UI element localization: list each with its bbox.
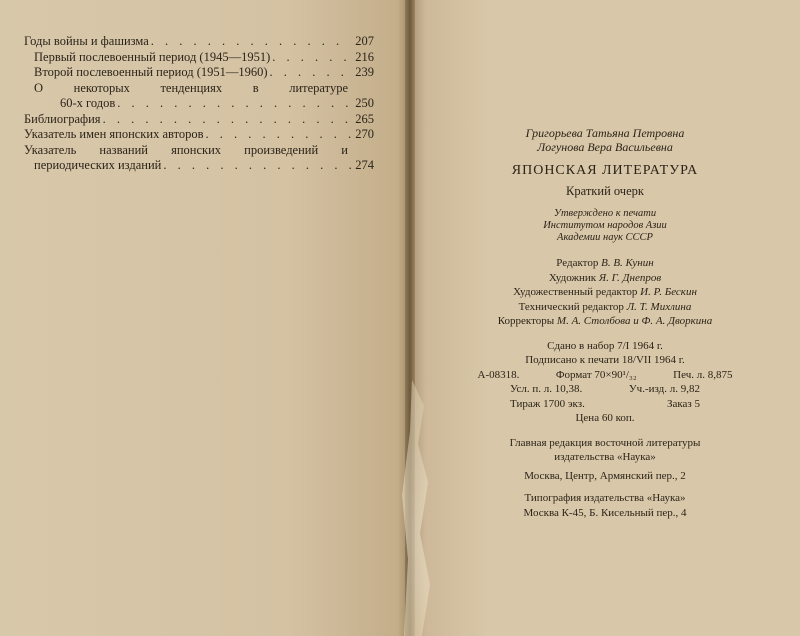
table-of-contents [24,34,374,174]
publisher-line: Главная редакция восточной литературы [509,436,701,449]
toc-entry-title: периодических изданий [34,158,162,172]
approval-line: Утверждено к печати [553,208,657,219]
approval-line: Институтом народов Азии [543,220,667,231]
toc-entry-title: Библиография [24,111,101,126]
approval-note [410,208,800,244]
publisher-block [410,436,800,484]
authors [410,126,800,154]
conventional-sheets: Усл. п. л. 10,38. [510,383,583,395]
print-sheets: Печ. л. 8,875 [673,368,733,381]
toc-leader-dots [270,50,351,66]
staff-name: Л. Т. Михлина [626,300,692,313]
toc-entry-page: 250 [355,96,374,110]
staff-name: В. В. Кунин [601,257,654,269]
toc-leader-dots [115,96,351,112]
staff-line [410,314,800,329]
toc-entry-page: 216 [355,49,374,64]
toc-entry [24,127,374,143]
staff-role: Художественный редактор [513,286,638,298]
toc-entry [24,50,374,66]
printing-house-name: Типография издательства «Наука» [524,492,686,504]
print-code: А-08318. [477,368,520,381]
signed-for-print: Подписано к печати 18/VII 1964 г. [525,354,685,366]
print-details [410,339,800,426]
price: Цена 60 коп. [575,412,635,424]
toc-entry [24,65,374,81]
toc-entry-title: Указатель названий японских произведений и [24,142,348,157]
printing-house-address: Москва К-45, Б. Кисельный пер., 4 [523,506,687,519]
toc-leader-dots [204,127,352,143]
toc-entry-page: 239 [355,65,374,79]
staff-role: Технический редактор [518,300,624,313]
staff-line [410,300,800,315]
toc-leader-dots [149,34,351,50]
staff-name: Я. Г. Днепров [598,271,662,284]
book-title: ЯПОНСКАЯ ЛИТЕРАТУРА [511,163,699,178]
staff-role: Редактор [556,257,599,269]
toc-leader-dots [101,112,352,128]
toc-entry-title: О некоторых тенденциях в литературе [34,80,348,95]
staff-line [410,285,800,300]
approval-line: Академии наук СССР [557,232,653,243]
publisher-line: издательства «Наука» [554,451,656,463]
staff-name: М. А. Столбова и Ф. А. Дворкина [556,315,713,327]
toc-leader-dots [268,65,352,81]
toc-entry [24,96,374,112]
print-row [510,382,700,397]
staff-name: И. Р. Бескин [640,286,697,298]
book-subtitle: Краткий очерк [566,184,644,198]
toc-entry-title: 60-х годов [60,96,116,110]
toc-entry-page: 265 [355,111,374,126]
toc-entry-title: Годы войны и фашизма [24,34,149,48]
print-row [478,368,733,383]
toc-entry [24,34,374,50]
toc-entry-page: 270 [355,127,374,141]
toc-entry-page: 274 [355,158,374,172]
imprint-block [410,126,800,520]
editorial-staff [410,256,800,329]
order-number: Заказ 5 [666,397,700,410]
staff-line [410,256,800,271]
print-run: Тираж 1700 экз. [510,397,585,410]
toc-entry-title: Указатель имен японских авторов [24,127,204,141]
toc-entry-page: 207 [355,34,374,48]
printing-house-block [410,491,800,520]
toc-entry-title: Второй послевоенный период (1951—1960) [34,65,268,79]
toc-entry [24,112,374,128]
author-name: Логунова Вера Васильевна [537,140,673,154]
publisher-address: Москва, Центр, Армянский пер., 2 [524,469,686,482]
publishing-sheets: Уч.-изд. л. 9,82 [628,383,700,395]
toc-entry-title: Первый послевоенный период (1945—1951) [34,49,271,64]
staff-role: Корректоры [497,315,555,327]
sent-to-typeset: Сдано в набор 7/I 1964 г. [547,339,663,352]
print-format: Формат 70×90¹/₃₂ [555,368,637,381]
author-name: Григорьева Татьяна Петровна [525,126,685,140]
print-row [510,397,700,412]
staff-role: Художник [548,271,597,284]
toc-leader-dots [161,158,351,174]
staff-line [410,271,800,286]
toc-entry [24,158,374,174]
